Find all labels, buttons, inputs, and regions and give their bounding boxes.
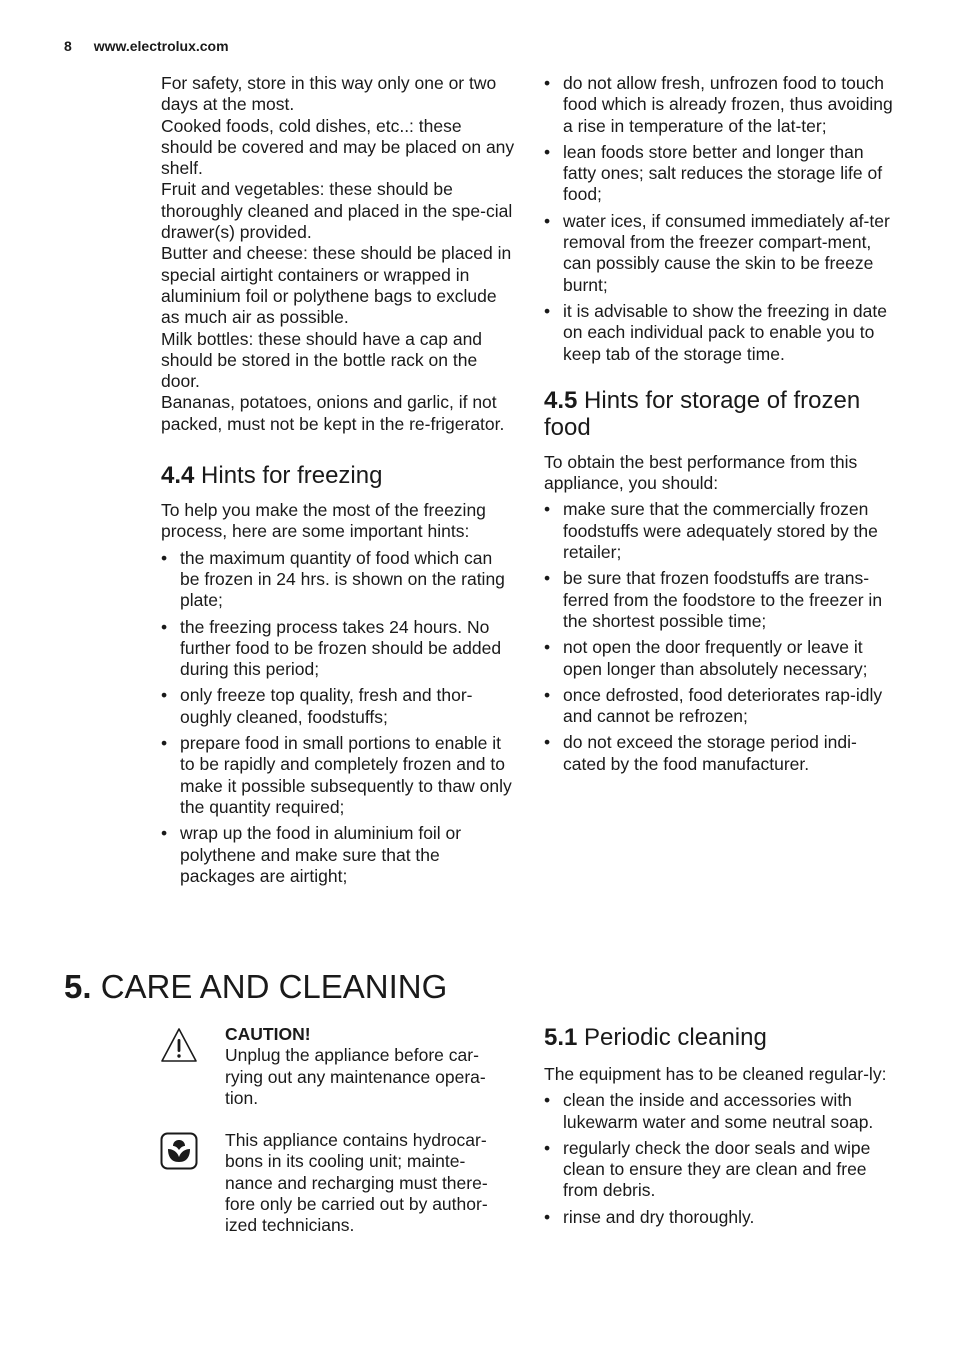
periodic-cleaning-column bbox=[544, 1024, 896, 1233]
list-item: • clean the inside and accessories with lukewarm water and some neutral soap. bbox=[544, 1090, 896, 1133]
list-item: • it is advisable to show the freezing in date on each individual pack to enable you to keep tab of the storage time. bbox=[544, 301, 896, 365]
cleaning-steps-list bbox=[544, 1090, 896, 1228]
environment-note bbox=[160, 1130, 510, 1236]
section-number: 4.4 bbox=[161, 462, 195, 490]
section-intro: The equipment has to be cleaned regular-ly: bbox=[544, 1064, 887, 1084]
list-item: • make sure that the commercially frozen foodstuffs were adequately stored by the retailer; bbox=[544, 499, 896, 563]
page-header bbox=[64, 38, 229, 54]
section-title: Hints for storage of frozen food bbox=[544, 386, 861, 441]
section-number: 5.1 bbox=[544, 1024, 578, 1051]
caution-text: Unplug the appliance before car-rying out any maintenance opera-tion. bbox=[225, 1045, 486, 1108]
section-intro: To help you make the most of the freezing process, here are some important hints: bbox=[161, 500, 486, 542]
section-heading-5-1 bbox=[544, 1024, 896, 1051]
page-number: 8 bbox=[64, 38, 72, 54]
storage-tips-list bbox=[544, 73, 896, 365]
list-item: • the freezing process takes 24 hours. No further food to be frozen should be added during this period; bbox=[161, 617, 515, 681]
warning-triangle-icon bbox=[160, 1026, 198, 1064]
chapter-heading bbox=[64, 968, 447, 1006]
list-item: • lean foods store better and longer than fatty ones; salt reduces the storage life of food; bbox=[544, 142, 896, 206]
list-item: • not open the door frequently or leave it open longer than absolutely necessary; bbox=[544, 637, 896, 680]
list-item: • the maximum quantity of food which can be frozen in 24 hrs. is shown on the rating plate; bbox=[161, 548, 515, 612]
list-item: • only freeze top quality, fresh and thor-oughly cleaned, foodstuffs; bbox=[161, 685, 515, 728]
environment-leaf-icon bbox=[160, 1132, 198, 1170]
list-item: • do not allow fresh, unfrozen food to touch food which is already frozen, thus avoiding a rise in temperature of the lat-ter; bbox=[544, 73, 896, 137]
list-item: • water ices, if consumed immediately af-ter removal from the freezer compart-ment, can possibly cause the skin to be freeze burnt; bbox=[544, 211, 896, 296]
list-item: • prepare food in small portions to enable it to be rapidly and completely frozen and to make it possible subsequently to thaw only the quantity required; bbox=[161, 733, 515, 818]
list-item: • be sure that frozen foodstuffs are trans-ferred from the foodstore to the freezer in the shortest possible time; bbox=[544, 568, 896, 632]
frozen-storage-list bbox=[544, 499, 896, 775]
section-number: 4.5 bbox=[544, 386, 578, 414]
site-url[interactable]: www.electrolux.com bbox=[93, 38, 229, 54]
freezing-hints-list bbox=[161, 548, 515, 887]
chapter-title: CARE AND CLEANING bbox=[100, 968, 448, 1005]
list-item: • do not exceed the storage period indi-cated by the food manufacturer. bbox=[544, 732, 896, 775]
left-column bbox=[161, 73, 515, 892]
environment-text: This appliance contains hydrocar-bons in its cooling unit; mainte-nance and recharging must there-fore only be carried out by author-ized technicians. bbox=[225, 1130, 488, 1236]
section-title: Periodic cleaning bbox=[584, 1024, 767, 1051]
list-item: • rinse and dry thoroughly. bbox=[544, 1207, 896, 1228]
section-heading-4-5 bbox=[544, 387, 874, 441]
section-intro: To obtain the best performance from this appliance, you should: bbox=[544, 451, 858, 494]
body-paragraph: Milk bottles: these should have a cap and should be stored in the bottle rack on the door. bbox=[161, 328, 483, 392]
list-item: • wrap up the food in aluminium foil or polythene and make sure that the packages are airtight; bbox=[161, 823, 515, 887]
caution-note bbox=[160, 1024, 510, 1109]
chapter-number: 5. bbox=[64, 968, 92, 1005]
body-paragraph: Butter and cheese: these should be placed in special airtight containers or wrapped in aluminium foil or polythene bags to exclude as much air as possible. bbox=[161, 243, 512, 328]
right-column bbox=[544, 73, 896, 780]
body-paragraph: Cooked foods, cold dishes, etc..: these should be covered and may be placed on any shelf. bbox=[161, 115, 515, 179]
list-item: • regularly check the door seals and wipe clean to ensure they are clean and free from debris. bbox=[544, 1138, 896, 1202]
list-item: • once defrosted, food deteriorates rap-idly and cannot be refrozen; bbox=[544, 685, 896, 728]
body-paragraph: Fruit and vegetables: these should be thoroughly cleaned and placed in the spe-cial drawer(s) provided. bbox=[161, 179, 513, 243]
body-paragraph: For safety, store in this way only one or two days at the most. bbox=[161, 73, 497, 115]
body-paragraph: Bananas, potatoes, onions and garlic, if not packed, must not be kept in the re-frigerator. bbox=[161, 392, 505, 434]
caution-title: CAUTION! bbox=[225, 1024, 311, 1044]
section-heading-4-4 bbox=[161, 462, 515, 489]
section-title: Hints for freezing bbox=[201, 462, 383, 490]
